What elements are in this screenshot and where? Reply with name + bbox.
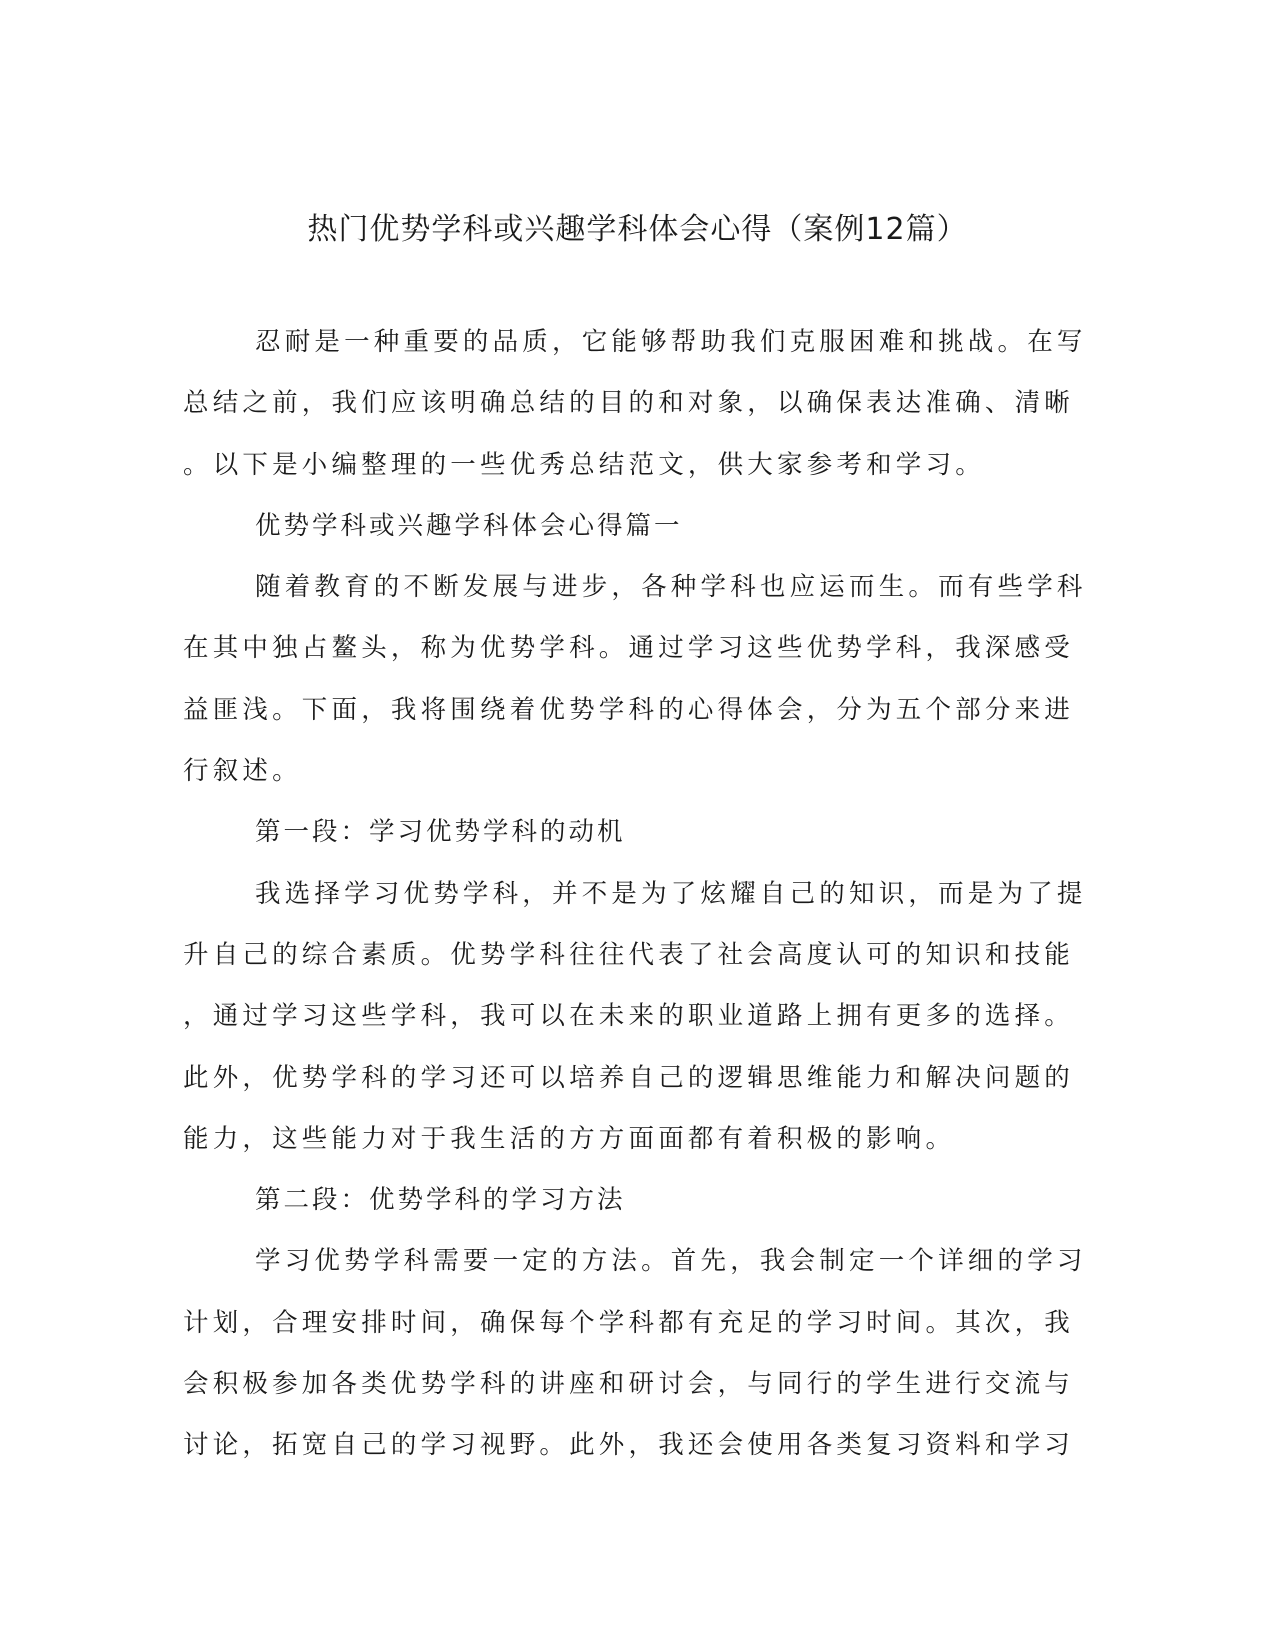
text-line: 总结之前，我们应该明确总结的目的和对象，以确保表达准确、清晰 bbox=[183, 388, 1075, 419]
text-line: 讨论，拓宽自己的学习视野。此外，我还会使用各类复习资料和学习 bbox=[183, 1430, 1075, 1461]
text-line: 我选择学习优势学科，并不是为了炫耀自己的知识，而是为了提 bbox=[255, 878, 1087, 909]
text-line: 此外，优势学科的学习还可以培养自己的逻辑思维能力和解决问题的 bbox=[183, 1062, 1075, 1093]
text-line: 行叙述。 bbox=[183, 756, 302, 787]
text-line: 益匪浅。下面，我将围绕着优势学科的心得体会，分为五个部分来进 bbox=[183, 694, 1075, 725]
text-line: 计划，合理安排时间，确保每个学科都有充足的学习时间。其次，我 bbox=[183, 1307, 1075, 1338]
text-line: 学习优势学科需要一定的方法。首先，我会制定一个详细的学习 bbox=[255, 1246, 1087, 1277]
section-heading: 第二段：优势学科的学习方法 bbox=[255, 1185, 626, 1216]
text-line: 随着教育的不断发展与进步，各种学科也应运而生。而有些学科 bbox=[255, 572, 1087, 603]
text-line: 忍耐是一种重要的品质，它能够帮助我们克服困难和挑战。在写 bbox=[255, 327, 1087, 357]
text-line: 。以下是小编整理的一些优秀总结范文，供大家参考和学习。 bbox=[183, 449, 985, 480]
document-body bbox=[183, 322, 1087, 1487]
text-line: 会积极参加各类优势学科的讲座和研讨会，与同行的学生进行交流与 bbox=[183, 1369, 1075, 1400]
text-line: 升自己的综合素质。优势学科往往代表了社会高度认可的知识和技能 bbox=[183, 939, 1075, 970]
section-heading: 第一段：学习优势学科的动机 bbox=[255, 817, 626, 848]
text-line: 能力，这些能力对于我生活的方方面面都有着积极的影响。 bbox=[183, 1123, 956, 1154]
text-line: ，通过学习这些学科，我可以在未来的职业道路上拥有更多的选择。 bbox=[183, 1001, 1075, 1032]
text-line: 在其中独占鳌头，称为优势学科。通过学习这些优势学科，我深感受 bbox=[183, 633, 1075, 664]
section-heading: 优势学科或兴趣学科体会心得篇一 bbox=[255, 510, 683, 541]
document-title: 热门优势学科或兴趣学科体会心得（案例12篇） bbox=[307, 212, 968, 247]
